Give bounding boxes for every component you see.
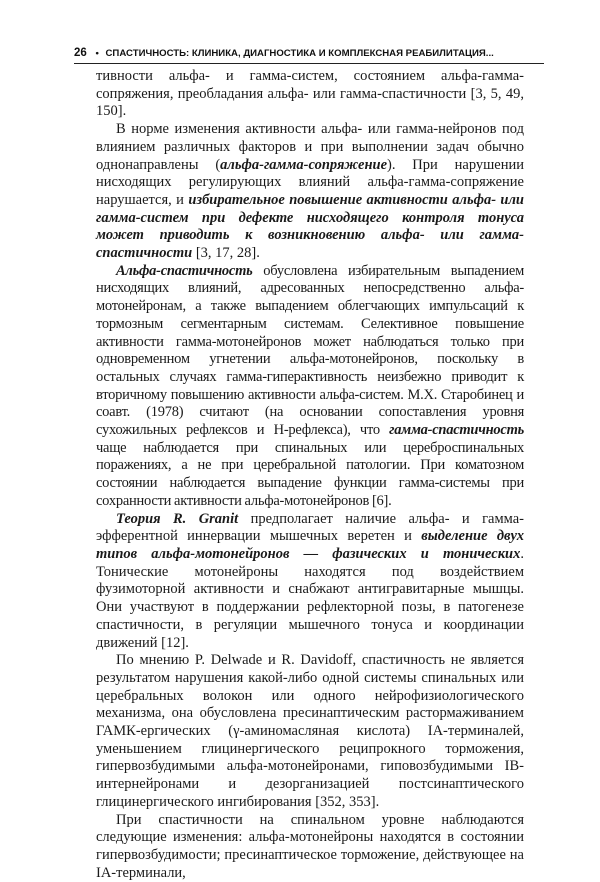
header-bullet: • — [95, 48, 99, 59]
emphasis-term: гамма-спастичность — [389, 422, 524, 439]
paragraph-text: В норме изменения активности альфа- или гамма-нейронов под влиянием различных факторов и при выполнении задач обычно однонаправлены ( — [96, 121, 524, 173]
header-rule — [74, 63, 544, 64]
paragraph-text: По мнению P. Delwade и R. Davidoff, спастичность не является результатом нарушения какой-либо одной системы спинальных или церебральных волокон или одного нейрофизиологического механизма, она обусловлена пресинаптическим растормаживанием ГАМК-ергических (γ-аминомасляная кислота) IA-терминалей, уменьшением глицинергического реципрокного торможения, гипервозбудимыми альфа-мотонейронами, гиповозбудимыми IB-интернейронами и дезорганизацией постсинаптического глицинергического ингибирования [352, 353]. — [96, 652, 524, 810]
paragraph-text: чаще наблюдается при спинальных или цереброспинальных поражениях, а не при церебральной патологии. При коматозном состоянии наблюдается выпадение функции гамма-системы при сохранности активности альфа-мотонейронов [6]. — [96, 439, 524, 509]
body-text — [96, 68, 524, 882]
paragraph-alpha-gamma-coupling — [96, 121, 524, 263]
paragraph-continued — [96, 68, 524, 121]
paragraph-granit-theory — [96, 511, 524, 653]
paragraph-text: При спастичности на спинальном уровне наблюдаются следующие изменения: альфа-мотонейроны находятся в состоянии гипервозбудимости; пресинаптическое торможение, действующее на IA-терминали, — [96, 811, 524, 881]
emphasis-statement: избирательное повышение активности альфа- или гамма-систем при дефекте нисходящего контроля тонуса может приводить к возникновению альфа- или гамма-спастичности — [96, 191, 524, 262]
paragraph-text: . Тонические мотонейроны находятся под воздействием фузимоторной активности и снабжают антигравитарные мышцы. Они участвуют в поддержании рефлекторной позы, в патогенезе спастичности, в регуляции мышечного тонуса и координации движений [12]. — [96, 545, 524, 651]
emphasis-term: альфа-гамма-сопряжение — [220, 156, 388, 173]
paragraph-alpha-spasticity — [96, 263, 524, 511]
page-number: 26 — [74, 47, 87, 59]
paragraph-spinal-level — [96, 812, 524, 882]
paragraph-text: обусловлена избирательным выпадением нисходящих влияний, адресованных непосредственно альфа-мотонейронам, а также выпадением облегчающих импульсаций к тормозным сегментарным системам. Селективное повышение активности гамма-мотонейронов может наблюдаться только при одновременном угнетении альфа-мотонейронов, поскольку в остальных случаях гамма-гиперактивность неизбежно приводит к вторичному повышению активности альфа-систем. М.Х. Старобинец и соавт. (1978) считают (на основании сопоставления уровня сухожильных рефлексов и Н-рефлекса), что — [96, 262, 524, 439]
paragraph-text: тивности альфа- и гамма-систем, состоянием альфа-гамма-сопряжения, преобладания альфа- или гамма-спастичности [3, 5, 49, 150]. — [96, 68, 524, 120]
emphasis-term: Теория R. Granit — [116, 510, 239, 527]
emphasis-statement: выделение двух типов альфа-мотонейронов — фазических и тонических — [96, 528, 525, 562]
emphasis-term: Альфа-спастичность — [116, 262, 253, 279]
paragraph-text: предполагает наличие альфа- и гамма-эфферентной иннервации мышечных веретен и — [96, 510, 524, 545]
running-header — [74, 45, 544, 61]
citation: [3, 17, 28]. — [192, 245, 260, 262]
paragraph-delwade-davidoff — [96, 652, 524, 811]
paragraph-text: ). При нарушении нисходящих регулирующих влияний альфа-гамма-сопряжение нарушается, и — [96, 156, 525, 208]
running-title: СПАСТИЧНОСТЬ: КЛИНИКА, ДИАГНОСТИКА И КОМПЛЕКСНАЯ РЕАБИЛИТАЦИЯ... — [105, 48, 494, 59]
